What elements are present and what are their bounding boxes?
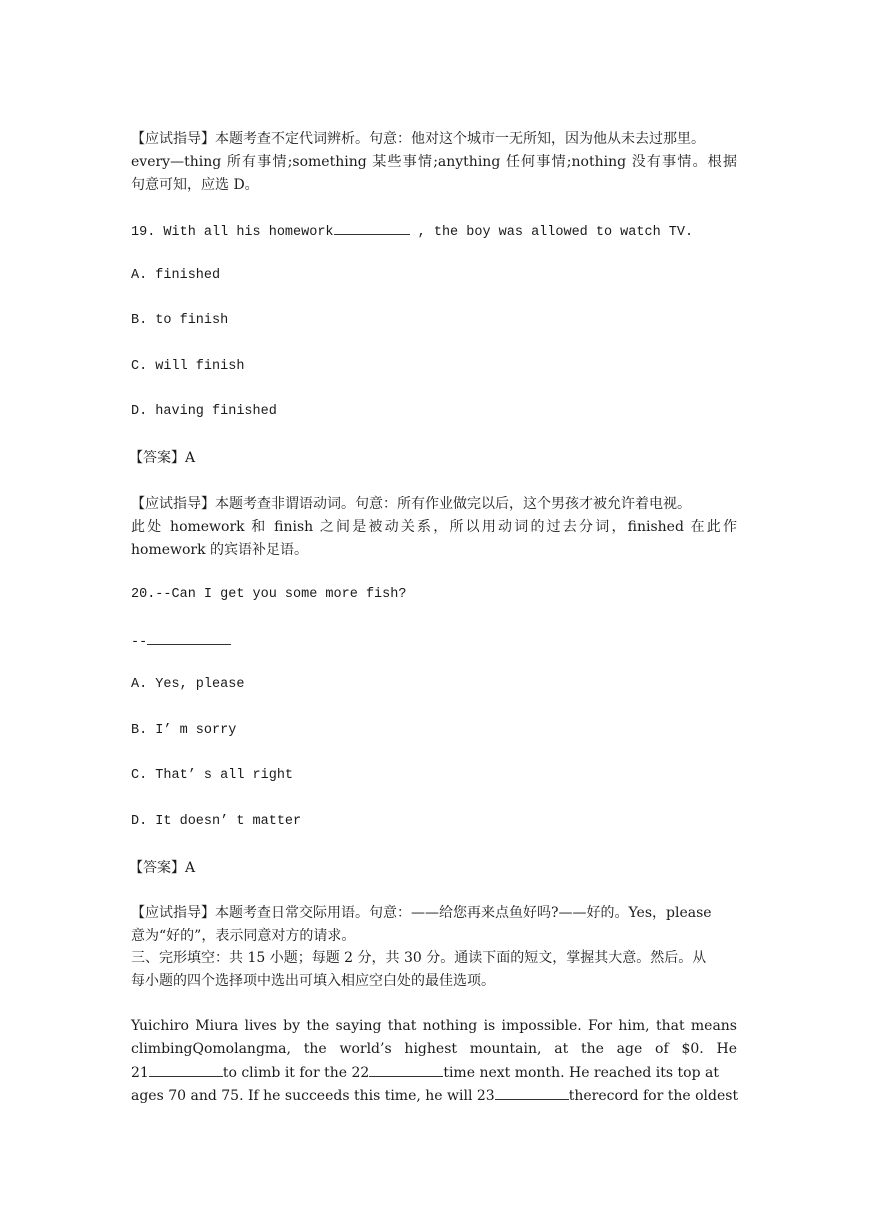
q20-answer: 【答案】A xyxy=(129,860,196,876)
q18-guide-line-2: every—thing 所有事情;something 某些事情;anything 任何事情;nothing 没有事情。根据 xyxy=(131,154,737,170)
passage-line-2: climbingQomolangma, the world’s highest mountain, at the age of $0. He xyxy=(131,1041,737,1057)
q20-blank xyxy=(147,630,231,645)
passage-line-3 xyxy=(131,1062,719,1083)
q19-guide-line-3: homework 的宾语补足语。 xyxy=(131,542,309,558)
passage-line-4-start: ages 70 and 75. If he succeeds this time, he will 23 xyxy=(131,1088,495,1104)
q19-option-c: C. will finish xyxy=(131,359,245,374)
q18-guide-line-3: 句意可知，应选 D。 xyxy=(131,177,259,193)
q19-option-b: B. to finish xyxy=(131,313,229,328)
q19-stem xyxy=(131,220,693,243)
blank-22 xyxy=(369,1062,443,1077)
q19-option-d: D. having finished xyxy=(131,404,277,419)
section-3-heading-line-2: 每小题的四个选择项中选出可填入相应空白处的最佳选项。 xyxy=(131,973,495,989)
q20-option-c: C. That’ s all right xyxy=(131,768,294,783)
q19-option-a: A. finished xyxy=(131,268,221,283)
q20-guide-line-2: 意为“好的”，表示同意对方的请求。 xyxy=(131,928,356,944)
q20-guide-line-1: 【应试指导】本题考查日常交际用语。句意：——给您再来点鱼好吗?——好的。Yes，please xyxy=(131,905,712,921)
passage-line-4 xyxy=(131,1085,738,1106)
section-3-heading-line-1: 三、完形填空：共 15 小题；每题 2 分，共 30 分。通读下面的短文，掌握其大意。然后。从 xyxy=(131,950,707,966)
q20-option-d: D. It doesn’ t matter xyxy=(131,814,302,829)
passage-line-4-end: therecord for the oldest xyxy=(568,1088,739,1104)
passage-line-3-mid: to climb it for the 22 xyxy=(222,1065,370,1081)
q20-option-a: A. Yes, please xyxy=(131,677,245,692)
q19-stem-end: , the boy was allowed to watch TV. xyxy=(409,225,694,240)
blank-21-number: 21 xyxy=(131,1065,149,1081)
blank-23 xyxy=(495,1085,569,1100)
blank-21 xyxy=(149,1062,223,1077)
q19-guide-line-2: 此处 homework 和 finish 之间是被动关系，所以用动词的过去分词，finished 在此作 xyxy=(131,519,737,535)
q20-reply xyxy=(131,630,231,653)
passage-line-3-end: time next month. He reached its top at xyxy=(443,1065,719,1081)
q19-answer: 【答案】A xyxy=(129,450,196,466)
q19-blank xyxy=(334,220,410,235)
q18-guide-line-1: 【应试指导】本题考查不定代词辨析。句意：他对这个城市一无所知，因为他从未去过那里。 xyxy=(131,131,705,147)
passage-line-1: Yuichiro Miura lives by the saying that nothing is impossible. For him, that means xyxy=(131,1018,737,1034)
q19-guide-line-1: 【应试指导】本题考查非谓语动词。句意：所有作业做完以后，这个男孩才被允许着电视。 xyxy=(131,496,691,512)
q19-stem-start: 19. With all his homework xyxy=(131,225,334,240)
q20-stem: 20.--Can I get you some more fish? xyxy=(131,587,407,602)
q20-option-b: B. I’ m sorry xyxy=(131,723,237,738)
q20-reply-prefix: -- xyxy=(131,635,148,650)
